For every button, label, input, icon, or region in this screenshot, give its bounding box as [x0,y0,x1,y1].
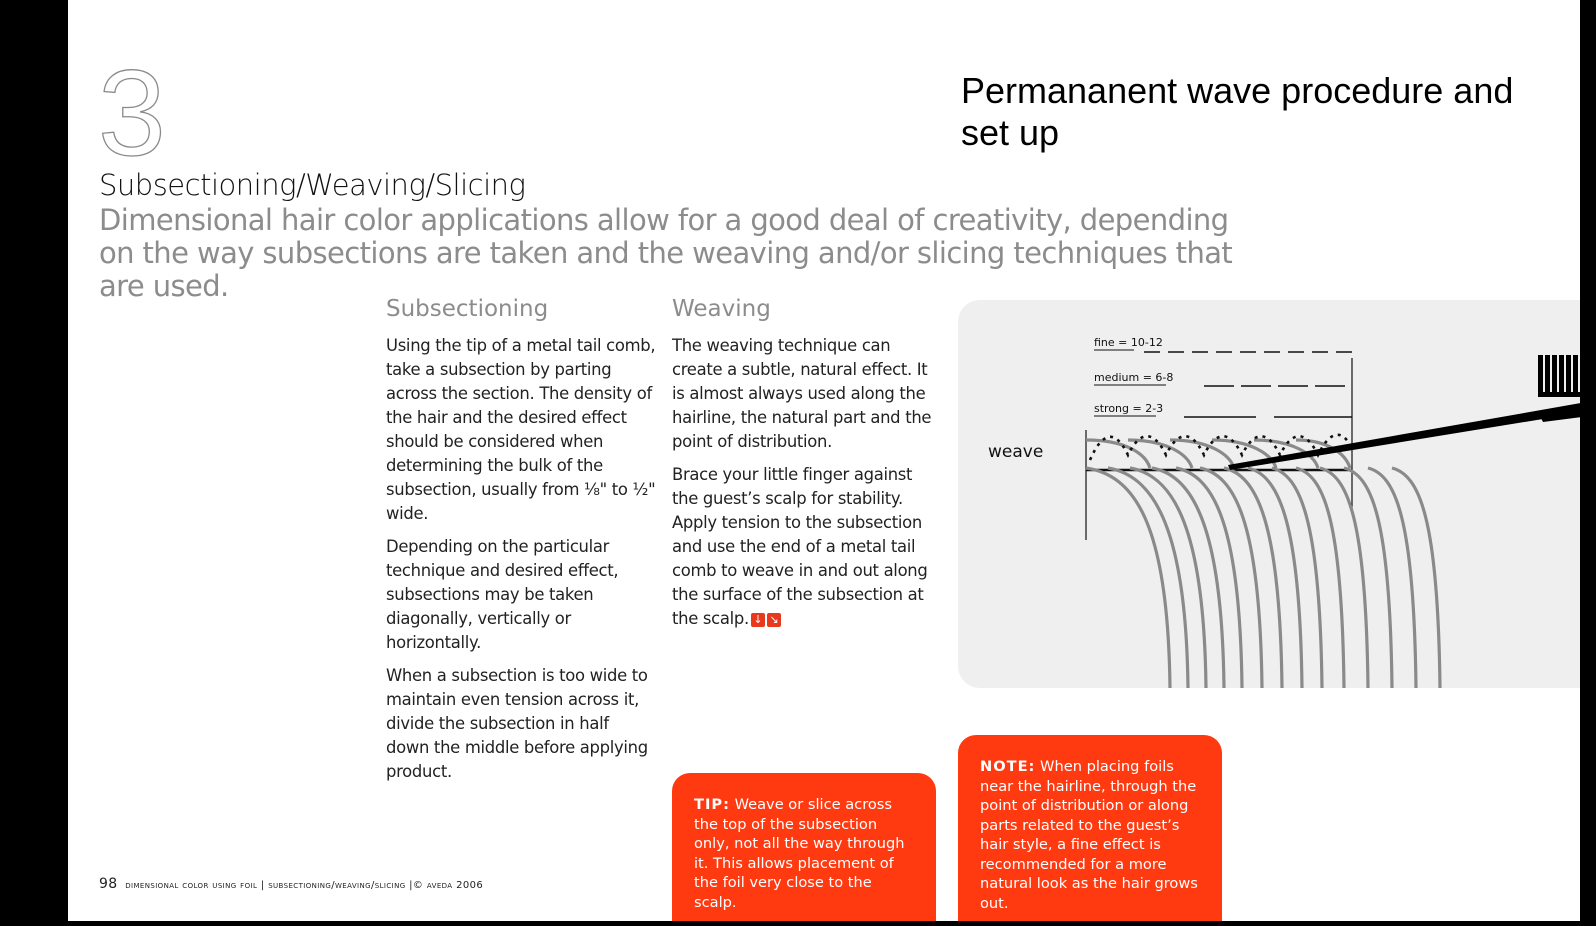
note-callout [958,735,1222,921]
note-label: NOTE: [980,758,1036,775]
density-label-strong: strong = 2-3 [1094,402,1164,415]
section-intro: Dimensional hair color applications allow for a good deal of creativity, depending on the way subsections are taken and the weaving and/or slicing techniques that are used. [99,203,1233,303]
page-footer [99,876,483,892]
footer-text: dimensional color using foil | subsectioning/weaving/slicing |© aveda 2006 [125,880,484,891]
subsectioning-paragraph: Using the tip of a metal tail comb, take a subsection by parting across the section. The density of the hair and the desired effect should be considered when determining the bulk of the subsection, usually from ⅛" to ½" wide. [386,336,656,523]
subsectioning-heading: Subsectioning [386,296,549,322]
weaving-paragraph: The weaving technique can create a subtle, natural effect. It is almost always used along the hairline, the natural part and the point of distribution. [672,336,932,451]
weave-diagram-svg [958,300,1580,688]
arrow-down-icon[interactable]: ↓ [751,613,765,627]
tip-callout [672,773,936,921]
density-label-medium: medium = 6-8 [1094,371,1174,384]
arrow-down-right-icon[interactable]: ↘ [767,613,781,627]
weaving-column [672,296,940,640]
tail-comb [1228,345,1580,470]
weaving-paragraph-text: Brace your little finger against the guest’s scalp for stability. Apply tension to the subsection and use the end of a metal tail comb to weave in and out along the surface of the subsection at the scalp. [672,465,928,628]
tip-label: TIP: [694,796,730,813]
weaving-paragraph [672,463,940,631]
document-page [68,0,1580,921]
subsectioning-paragraph: When a subsection is too wide to maintain even tension across it, divide the subsection in half down the middle before applying product. [386,666,648,781]
subsectioning-paragraph: Depending on the particular technique and desired effect, subsections may be taken diagonally, vertically or horizontally. [386,537,619,652]
section-heading: Subsectioning/Weaving/Slicing [99,168,526,202]
density-label-fine: fine = 10-12 [1094,336,1163,349]
subsectioning-column [386,296,656,793]
page-number: 98 [99,876,118,892]
weave-label: weave [988,442,1044,462]
weaving-heading: Weaving [672,296,771,322]
weave-diagram [958,300,1580,688]
tip-text: Weave or slice across the top of the subsection only, not all the way through it. This allows placement of the foil very close to the scalp. [694,796,905,911]
note-text: When placing foils near the hairline, through the point of distribution or along parts related to the guest’s hair style, a fine effect is recommended for a more natural look as the hair grows out. [980,758,1198,912]
chapter-number: 3 [98,45,166,181]
page-title: Permananent wave procedure and set up [961,70,1514,153]
hair-strands [1086,440,1440,688]
